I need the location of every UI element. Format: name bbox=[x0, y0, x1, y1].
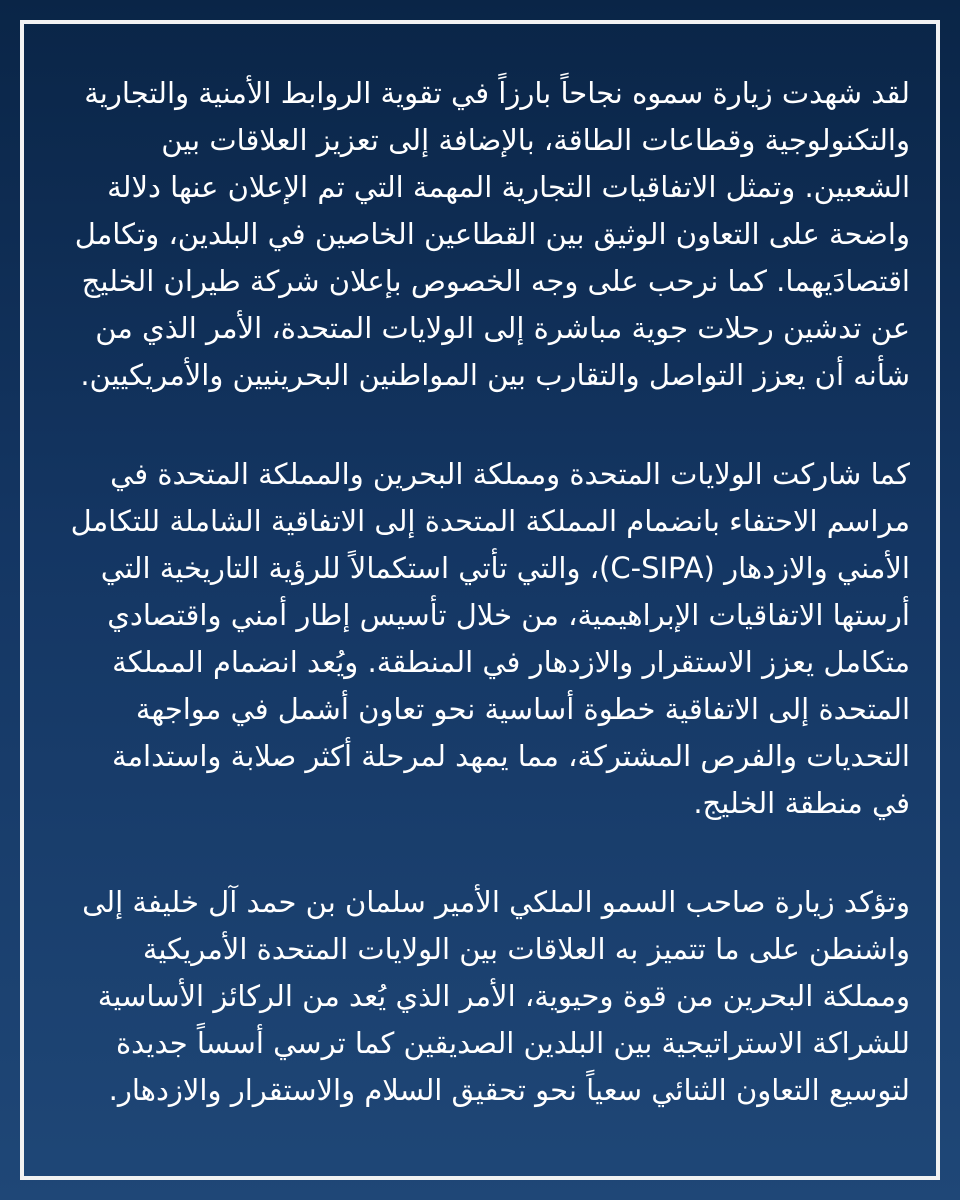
statement-text-block bbox=[70, 70, 910, 1114]
paragraph-visit-success: لقد شهدت زيارة سموه نجاحاً بارزاً في تقوية الروابط الأمنية والتجارية والتكنولوجية وقطاعات الطاقة، بالإضافة إلى تعزيز العلاقات بين الشعبين. وتمثل الاتفاقيات التجارية المهمة التي تم الإعلان عنها دلالة واضحة على التعاون الوثيق بين القطاعين الخاصين في البلدين، وتكامل اقتصادَيهما. كما نرحب على وجه الخصوص بإعلان شركة طيران الخليج عن تدشين رحلات جوية مباشرة إلى الولايات المتحدة، الأمر الذي من شأنه أن يعزز التواصل والتقارب بين المواطنين البحرينيين والأمريكيين. bbox=[74, 76, 910, 392]
paragraph-strategic-partnership: وتؤكد زيارة صاحب السمو الملكي الأمير سلمان بن حمد آل خليفة إلى واشنطن على ما تتميز به العلاقات بين الولايات المتحدة الأمريكية ومملكة البحرين من قوة وحيوية، الأمر الذي يُعد من الركائز الأساسية للشراكة الاستراتيجية بين البلدين الصديقين كما ترسي أسساً جديدة لتوسيع التعاون الثنائي سعياً نحو تحقيق السلام والاستقرار والازدهار. bbox=[82, 885, 910, 1107]
paragraph-c-sipa-agreement: كما شاركت الولايات المتحدة ومملكة البحرين والمملكة المتحدة في مراسم الاحتفاء بانضمام المملكة المتحدة إلى الاتفاقية الشاملة للتكامل الأمني والازدهار (C-SIPA)، والتي تأتي استكمالاً للرؤية التاريخية التي أرستها الاتفاقيات الإبراهيمية، من خلال تأسيس إطار أمني واقتصادي متكامل يعزز الاستقرار والازدهار في المنطقة. ويُعد انضمام المملكة المتحدة إلى الاتفاقية خطوة أساسية نحو تعاون أشمل في مواجهة التحديات والفرص المشتركة، مما يمهد لمرحلة أكثر صلابة واستدامة في منطقة الخليج. bbox=[70, 457, 910, 820]
